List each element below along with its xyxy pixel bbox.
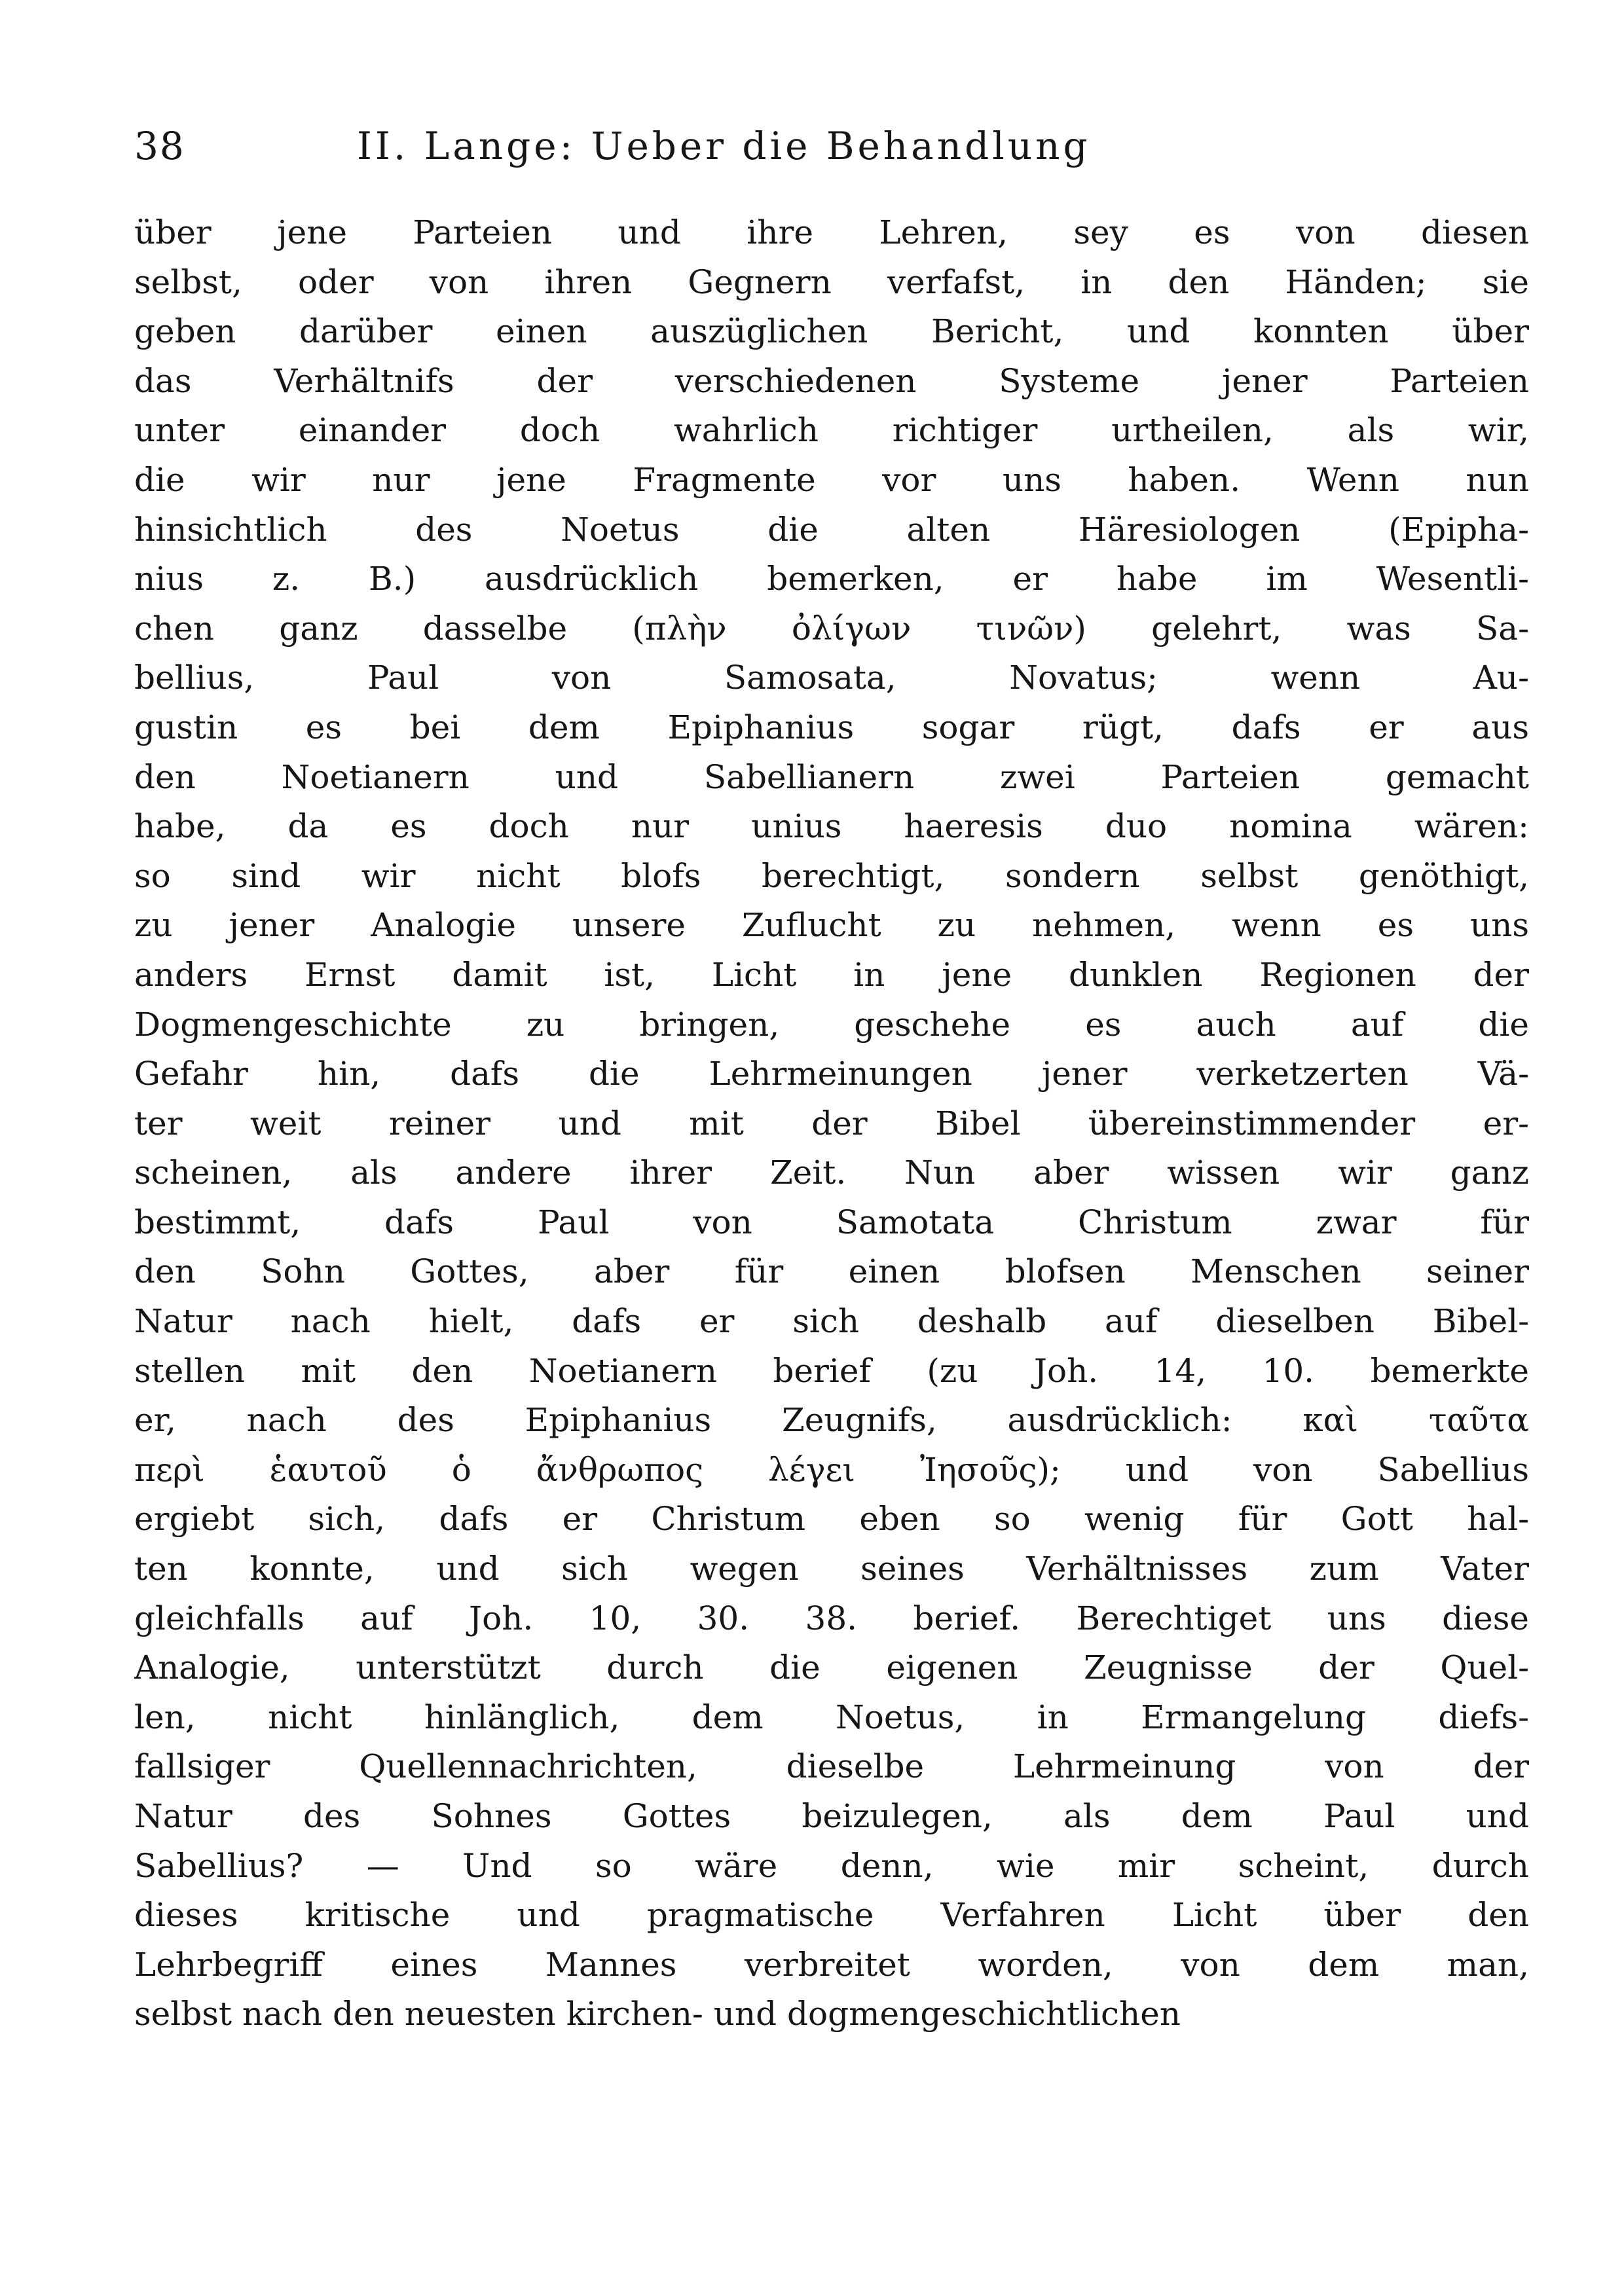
text-line: zu jener Analogie unsere Zuflucht zu nehmen, wenn es uns [134,906,1529,945]
text-line: hinsichtlich des Noetus die alten Häresiologen (Epipha- [134,510,1529,549]
text-line: περὶ ἑαυτοῦ ὁ ἄνθρωπος λέγει Ἰησοῦς); und von Sabellius [134,1450,1529,1489]
text-line: das Verhältnifs der verschiedenen Systeme jener Parteien [134,361,1529,400]
text-line: stellen mit den Noetianern berief (zu Joh. 14, 10. bemerkte [134,1351,1529,1390]
text-line: scheinen, als andere ihrer Zeit. Nun aber wissen wir ganz [134,1154,1529,1192]
text-line: Gefahr hin, dafs die Lehrmeinungen jener verketzerten Vä- [134,1055,1529,1093]
text-line: geben darüber einen auszüglichen Bericht, und konnten über [134,312,1529,351]
text-line: bestimmt, dafs Paul von Samotata Christum zwar für [134,1203,1529,1241]
text-line: unter einander doch wahrlich richtiger urtheilen, als wir, [134,411,1529,450]
text-line: Lehrbegriff eines Mannes verbreitet worden, von dem man, [134,1945,1529,1984]
text-line: fallsiger Quellennachrichten, dieselbe Lehrmeinung von der [134,1747,1529,1786]
text-line: Sabellius? — Und so wäre denn, wie mir scheint, durch [134,1846,1529,1885]
running-title: II. Lange: Ueber die Behandlung [357,124,1091,168]
text-line: chen ganz dasselbe (πλὴν ὀλίγων τινῶν) gelehrt, was Sa- [134,609,1529,647]
text-line: den Sohn Gottes, aber für einen blofsen Menschen seiner [134,1252,1529,1291]
text-line: gustin es bei dem Epiphanius sogar rügt, dafs er aus [134,708,1529,746]
text-line: nius z. B.) ausdrücklich bemerken, er habe im Wesentli- [134,560,1529,598]
text-line: ergiebt sich, dafs er Christum eben so wenig für Gott hal- [134,1500,1529,1539]
text-line: er, nach des Epiphanius Zeugnifs, ausdrücklich: καὶ ταῦτα [134,1401,1529,1440]
text-line: Natur nach hielt, dafs er sich deshalb auf dieselben Bibel- [134,1302,1529,1341]
text-line: Natur des Sohnes Gottes beizulegen, als dem Paul und [134,1797,1529,1835]
text-line: Analogie, unterstützt durch die eigenen Zeugnisse der Quel- [134,1649,1529,1687]
text-line: Dogmengeschichte zu bringen, geschehe es auch auf die [134,1005,1529,1044]
text-line: den Noetianern und Sabellianern zwei Parteien gemacht [134,757,1529,796]
text-line: die wir nur jene Fragmente vor uns haben. Wenn nun [134,460,1529,499]
running-head [134,117,1333,175]
text-line: selbst, oder von ihren Gegnern verfafst, in den Händen; sie [134,263,1529,301]
page-number: 38 [134,124,185,168]
text-line: anders Ernst damit ist, Licht in jene dunklen Regionen der [134,955,1529,994]
text-line: gleichfalls auf Joh. 10, 30. 38. berief. Berechtiget uns diese [134,1599,1529,1637]
body-text [134,208,1529,2039]
text-line: dieses kritische und pragmatische Verfahren Licht über den [134,1896,1529,1935]
text-line: ten konnte, und sich wegen seines Verhältnisses zum Vater [134,1550,1529,1588]
text-line: ter weit reiner und mit der Bibel übereinstimmender er- [134,1104,1529,1142]
text-line: len, nicht hinlänglich, dem Noetus, in Ermangelung diefs- [134,1698,1529,1736]
text-line: so sind wir nicht blofs berechtigt, sondern selbst genöthigt, [134,856,1529,895]
text-line: über jene Parteien und ihre Lehren, sey es von diesen [134,213,1529,251]
text-line: selbst nach den neuesten kirchen- und dogmengeschichtlichen [134,1995,1181,2033]
text-line: bellius, Paul von Samosata, Novatus; wenn Au- [134,659,1529,697]
text-line: habe, da es doch nur unius haeresis duo nomina wären: [134,807,1529,846]
